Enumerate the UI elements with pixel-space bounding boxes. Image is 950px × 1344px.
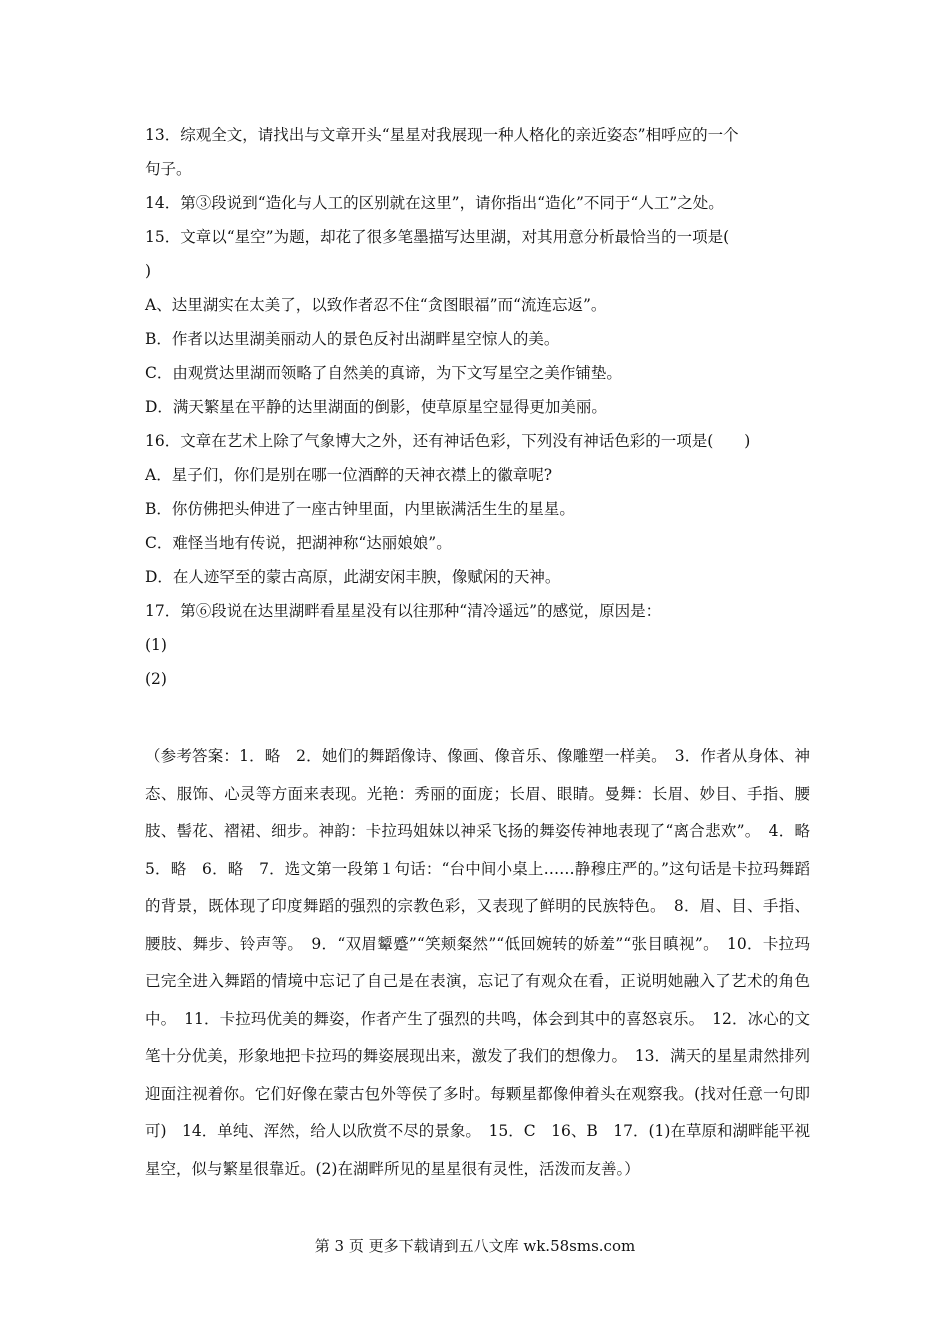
question-17-blank-1: (1) bbox=[145, 636, 167, 654]
question-15-line-2: ) bbox=[145, 262, 152, 280]
question-section bbox=[145, 118, 810, 696]
question-15-option-c: C．由观赏达里湖而领略了自然美的真谛，为下文写星空之美作铺垫。 bbox=[145, 364, 622, 382]
question-15-option-d: D．满天繁星在平静的达里湖面的倒影，使草原星空显得更加美丽。 bbox=[145, 398, 607, 416]
question-16-option-c: C．难怪当地有传说，把湖神称“达丽娘娘”。 bbox=[145, 534, 452, 552]
question-13-line-1: 13．综观全文，请找出与文章开头“星星对我展现一种人格化的亲近姿态”相呼应的一个 bbox=[145, 126, 739, 144]
question-17: 17．第⑥段说在达里湖畔看星星没有以往那种“清冷遥远”的感觉，原因是： bbox=[145, 602, 662, 620]
question-15-option-a: A、达里湖实在太美了，以致作者忍不住“贪图眼福”而“流连忘返”。 bbox=[145, 296, 607, 314]
reference-answer: （参考答案：1．略 2．她们的舞蹈像诗、像画、像音乐、像雕塑一样美。 3．作者从身体、神态、服饰、心灵等方面来表现。光艳：秀丽的面庞；长眉、眼睛。曼舞：长眉、妙目、手指、腰肢、髻花、褶裙、细步。神韵：卡拉玛姐妹以神采飞扬的舞姿传神地表现了“离合悲欢”。 4．略 5．略 6．略 7．选文第一段第１句话：“台中间小桌上……静穆庄严的。”这句话是卡拉玛舞蹈的背景，既体现了印度舞蹈的强烈的宗教色彩，又表现了鲜明的民族特色。 8．眉、目、手指、腰肢、舞步、铃声等。 9．“双眉颦蹙”“笑颊粲然”“低回婉转的娇羞”“张目瞋视”。 10．卡拉玛已完全进入舞蹈的情境中忘记了自己是在表演，忘记了有观众在看，正说明她融入了艺术的角色中。 11．卡拉玛优美的舞姿，作者产生了强烈的共鸣，体会到其中的喜怒哀乐。 12．冰心的文笔十分优美，形象地把卡拉玛的舞姿展现出来，激发了我们的想像力。 13．满天的星星肃然排列迎面注视着你。它们好像在蒙古包外等侯了多时。每颗星都像伸着头在观察我。(找对任意一句即可) 14．单纯、浑然，给人以欣赏不尽的景象。 15．C 16、B 17．(1)在草原和湖畔能平视星空，似与繁星很靠近。(2)在湖畔所见的星星很有灵性，活泼而友善。） bbox=[145, 747, 826, 1178]
question-17-blank-2: (2) bbox=[145, 670, 167, 688]
page-footer: 第 3 页 更多下载请到五八文库 wk.58sms.com bbox=[314, 1237, 636, 1255]
question-13-line-2: 句子。 bbox=[145, 160, 192, 178]
question-14: 14．第③段说到“造化与人工的区别就在这里”，请你指出“造化”不同于“人工”之处。 bbox=[145, 194, 724, 212]
question-16-option-b: B．你仿佛把头伸进了一座古钟里面，内里嵌满活生生的星星。 bbox=[145, 500, 575, 518]
question-16: 16．文章在艺术上除了气象博大之外，还有神话色彩，下列没有神话色彩的一项是( ) bbox=[145, 432, 751, 450]
question-16-option-d: D．在人迹罕至的蒙古高原，此湖安闲丰腴，像赋闲的天神。 bbox=[145, 568, 561, 586]
question-16-option-a: A．星子们，你们是别在哪一位酒醉的天神衣襟上的徽章呢? bbox=[145, 466, 553, 484]
question-15-line-1: 15．文章以“星空”为题，却花了很多笔墨描写达里湖，对其用意分析最恰当的一项是( bbox=[145, 228, 730, 246]
question-15-option-b: B．作者以达里湖美丽动人的景色反衬出湖畔星空惊人的美。 bbox=[145, 330, 560, 348]
